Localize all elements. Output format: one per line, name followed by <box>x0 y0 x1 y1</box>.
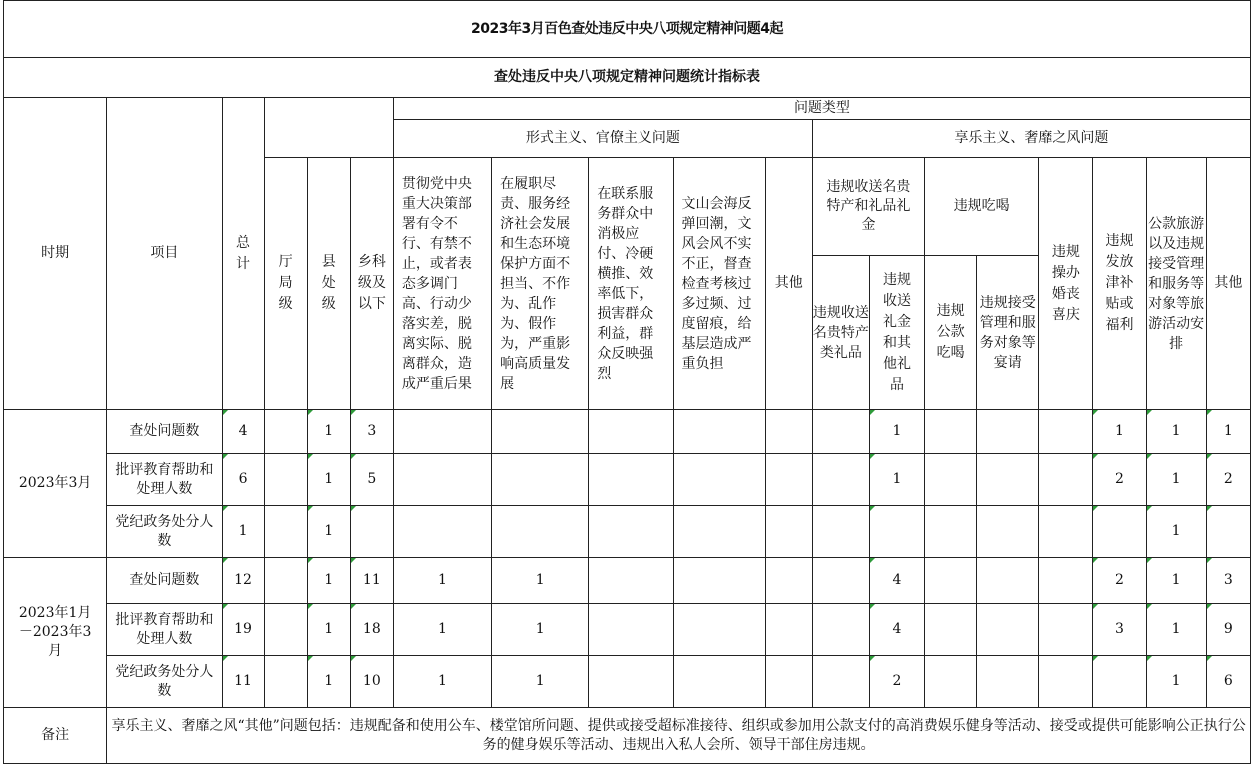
cell-xian[interactable]: 1 <box>307 558 350 604</box>
header-hedonism-other: 其他 <box>1206 158 1250 410</box>
cell-ting[interactable] <box>264 656 307 708</box>
cell-travel[interactable]: 1 <box>1146 410 1206 454</box>
cell-xian[interactable]: 1 <box>307 506 350 558</box>
cell-gift1[interactable] <box>812 558 869 604</box>
cell-f1[interactable] <box>393 506 491 558</box>
cell-f3[interactable] <box>589 656 673 708</box>
cell-ting[interactable] <box>264 558 307 604</box>
cell-f3[interactable] <box>589 454 673 506</box>
cell-gift1[interactable] <box>812 410 869 454</box>
cell-gift2[interactable]: 1 <box>869 454 924 506</box>
cell-eat2[interactable] <box>977 656 1039 708</box>
cell-f3[interactable] <box>589 558 673 604</box>
cell-xiang[interactable]: 18 <box>350 604 393 656</box>
cell-travel[interactable]: 1 <box>1146 656 1206 708</box>
cell-eat1[interactable] <box>925 506 977 558</box>
cell-f4[interactable] <box>673 604 765 656</box>
cell-wedding[interactable] <box>1039 558 1093 604</box>
cell-eat1[interactable] <box>925 410 977 454</box>
cell-eat2[interactable] <box>977 604 1039 656</box>
cell-gift2[interactable]: 1 <box>869 410 924 454</box>
cell-f2[interactable]: 1 <box>492 558 589 604</box>
header-formalism-other: 其他 <box>765 158 812 410</box>
cell-f2[interactable] <box>492 506 589 558</box>
cell-f3[interactable] <box>589 604 673 656</box>
cell-wedding[interactable] <box>1039 656 1093 708</box>
table-row <box>4 604 1251 656</box>
statistics-table <box>3 0 1251 764</box>
cell-xiang[interactable] <box>350 506 393 558</box>
cell-wedding[interactable] <box>1039 506 1093 558</box>
cell-subsidy[interactable] <box>1093 506 1146 558</box>
cell-xian[interactable]: 1 <box>307 410 350 454</box>
header-total: 总计 <box>222 98 264 410</box>
cell-ting[interactable] <box>264 604 307 656</box>
cell-h-other[interactable]: 9 <box>1206 604 1250 656</box>
cell-f4[interactable] <box>673 410 765 454</box>
cell-gift2[interactable]: 4 <box>869 558 924 604</box>
table-row <box>4 558 1251 604</box>
header-gift1: 违规收送名贵特产类礼品 <box>812 256 869 410</box>
cell-f-other[interactable] <box>765 656 812 708</box>
cell-h-other[interactable]: 1 <box>1206 410 1250 454</box>
table-row <box>4 656 1251 708</box>
cell-eat2[interactable] <box>977 558 1039 604</box>
cell-xiang[interactable]: 3 <box>350 410 393 454</box>
header-f4: 文山会海反弹回潮，文风会风不实不正，督查检查考核过多过频、过度留痕，给基层造成严重负担 <box>673 158 765 410</box>
cell-gift1[interactable] <box>812 454 869 506</box>
cell-f1[interactable] <box>393 410 491 454</box>
cell-h-other[interactable] <box>1206 506 1250 558</box>
cell-gift2[interactable]: 4 <box>869 604 924 656</box>
cell-h-other[interactable]: 6 <box>1206 656 1250 708</box>
cell-ting[interactable] <box>264 454 307 506</box>
cell-subsidy[interactable]: 2 <box>1093 558 1146 604</box>
cell-xiang[interactable]: 11 <box>350 558 393 604</box>
cell-travel[interactable]: 1 <box>1146 454 1206 506</box>
cell-f2[interactable]: 1 <box>492 604 589 656</box>
cell-gift1[interactable] <box>812 656 869 708</box>
cell-h-other[interactable]: 3 <box>1206 558 1250 604</box>
item-cell: 党纪政务处分人数 <box>107 656 222 708</box>
cell-travel[interactable]: 1 <box>1146 558 1206 604</box>
cell-f4[interactable] <box>673 656 765 708</box>
header-wedding: 违规操办婚丧喜庆 <box>1039 158 1093 410</box>
cell-f1[interactable]: 1 <box>393 558 491 604</box>
header-eat1: 违规公款吃喝 <box>925 256 977 410</box>
cell-eat1[interactable] <box>925 656 977 708</box>
header-f3: 在联系服务群众中消极应付、冷硬横推、效率低下，损害群众利益，群众反映强烈 <box>589 158 673 410</box>
header-hedonism: 享乐主义、奢靡之风问题 <box>812 120 1250 158</box>
cell-total[interactable]: 4 <box>222 410 264 454</box>
header-eat-group: 违规吃喝 <box>925 158 1039 256</box>
note-text: 享乐主义、奢靡之风“其他”问题包括：违规配备和使用公车、楼堂馆所问题、提供或接受超标准接待、组织或参加用公款支付的高消费娱乐健身等活动、接受或提供可能影响公正执行公务的健身娱乐等活动、违规出入私人会所、领导干部住房违规。 <box>107 708 1251 764</box>
header-f1: 贯彻党中央重大决策部署有令不行、有禁不止，或者表态多调门高、行动少落实差，脱离实际、脱离群众，造成严重后果 <box>393 158 491 410</box>
cell-f1[interactable] <box>393 454 491 506</box>
item-cell: 党纪政务处分人数 <box>107 506 222 558</box>
header-ting: 厅局级 <box>264 158 307 410</box>
cell-gift2[interactable] <box>869 506 924 558</box>
cell-xian[interactable]: 1 <box>307 454 350 506</box>
item-cell: 批评教育帮助和处理人数 <box>107 604 222 656</box>
cell-eat1[interactable] <box>925 604 977 656</box>
cell-total[interactable]: 1 <box>222 506 264 558</box>
cell-gift1[interactable] <box>812 604 869 656</box>
cell-total[interactable]: 11 <box>222 656 264 708</box>
cell-ting[interactable] <box>264 410 307 454</box>
cell-subsidy[interactable]: 3 <box>1093 604 1146 656</box>
cell-wedding[interactable] <box>1039 454 1093 506</box>
cell-f2[interactable] <box>492 410 589 454</box>
period-cell: 2023年3月 <box>4 410 107 558</box>
header-xian: 县处级 <box>307 158 350 410</box>
cell-f-other[interactable] <box>765 506 812 558</box>
cell-eat1[interactable] <box>925 454 977 506</box>
cell-eat2[interactable] <box>977 410 1039 454</box>
header-problem-type: 问题类型 <box>393 98 1250 120</box>
page-title: 2023年3月百色查处违反中央八项规定精神问题4起 <box>4 1 1251 58</box>
header-gift2: 违规收送礼金和其他礼品 <box>869 256 924 410</box>
cell-f-other[interactable] <box>765 558 812 604</box>
table-row <box>4 454 1251 506</box>
header-eat2: 违规接受管理和服务对象等宴请 <box>977 256 1039 410</box>
header-formalism: 形式主义、官僚主义问题 <box>393 120 812 158</box>
cell-travel[interactable]: 1 <box>1146 506 1206 558</box>
cell-f4[interactable] <box>673 506 765 558</box>
cell-total[interactable]: 12 <box>222 558 264 604</box>
cell-f-other[interactable] <box>765 604 812 656</box>
note-row <box>4 708 1251 764</box>
cell-f-other[interactable] <box>765 454 812 506</box>
cell-xian[interactable]: 1 <box>307 656 350 708</box>
cell-f1[interactable]: 1 <box>393 656 491 708</box>
cell-subsidy[interactable]: 2 <box>1093 454 1146 506</box>
cell-subsidy[interactable] <box>1093 656 1146 708</box>
header-travel: 公款旅游以及违规接受管理和服务等对象等旅游活动安排 <box>1146 158 1206 410</box>
cell-f2[interactable] <box>492 454 589 506</box>
cell-eat2[interactable] <box>977 454 1039 506</box>
cell-xiang[interactable]: 10 <box>350 656 393 708</box>
header-period: 时期 <box>4 98 107 410</box>
item-cell: 查处问题数 <box>107 410 222 454</box>
cell-f3[interactable] <box>589 410 673 454</box>
header-gift-group: 违规收送名贵特产和礼品礼金 <box>812 158 924 256</box>
cell-f4[interactable] <box>673 454 765 506</box>
cell-h-other[interactable]: 2 <box>1206 454 1250 506</box>
table-subtitle: 查处违反中央八项规定精神问题统计指标表 <box>4 58 1251 98</box>
cell-f-other[interactable] <box>765 410 812 454</box>
cell-total[interactable]: 6 <box>222 454 264 506</box>
header-xiang: 乡科级及以下 <box>350 158 393 410</box>
header-subsidy: 违规发放津补贴或福利 <box>1093 158 1146 410</box>
cell-subsidy[interactable]: 1 <box>1093 410 1146 454</box>
table-row <box>4 410 1251 454</box>
cell-f1[interactable]: 1 <box>393 604 491 656</box>
header-item: 项目 <box>107 98 222 410</box>
note-label: 备注 <box>4 708 107 764</box>
cell-ting[interactable] <box>264 506 307 558</box>
cell-travel[interactable]: 1 <box>1146 604 1206 656</box>
cell-f2[interactable]: 1 <box>492 656 589 708</box>
cell-gift2[interactable]: 2 <box>869 656 924 708</box>
cell-f3[interactable] <box>589 506 673 558</box>
cell-xian[interactable]: 1 <box>307 604 350 656</box>
cell-gift1[interactable] <box>812 506 869 558</box>
header-level-blank <box>264 98 393 158</box>
cell-wedding[interactable] <box>1039 410 1093 454</box>
header-f2: 在履职尽责、服务经济社会发展和生态环境保护方面不担当、不作为、乱作为、假作为，严重影响高质量发展 <box>492 158 589 410</box>
cell-total[interactable]: 19 <box>222 604 264 656</box>
item-cell: 批评教育帮助和处理人数 <box>107 454 222 506</box>
cell-xiang[interactable]: 5 <box>350 454 393 506</box>
cell-f4[interactable] <box>673 558 765 604</box>
cell-wedding[interactable] <box>1039 604 1093 656</box>
cell-eat2[interactable] <box>977 506 1039 558</box>
table-row <box>4 506 1251 558</box>
period-cell: 2023年1月－2023年3月 <box>4 558 107 708</box>
cell-eat1[interactable] <box>925 558 977 604</box>
item-cell: 查处问题数 <box>107 558 222 604</box>
